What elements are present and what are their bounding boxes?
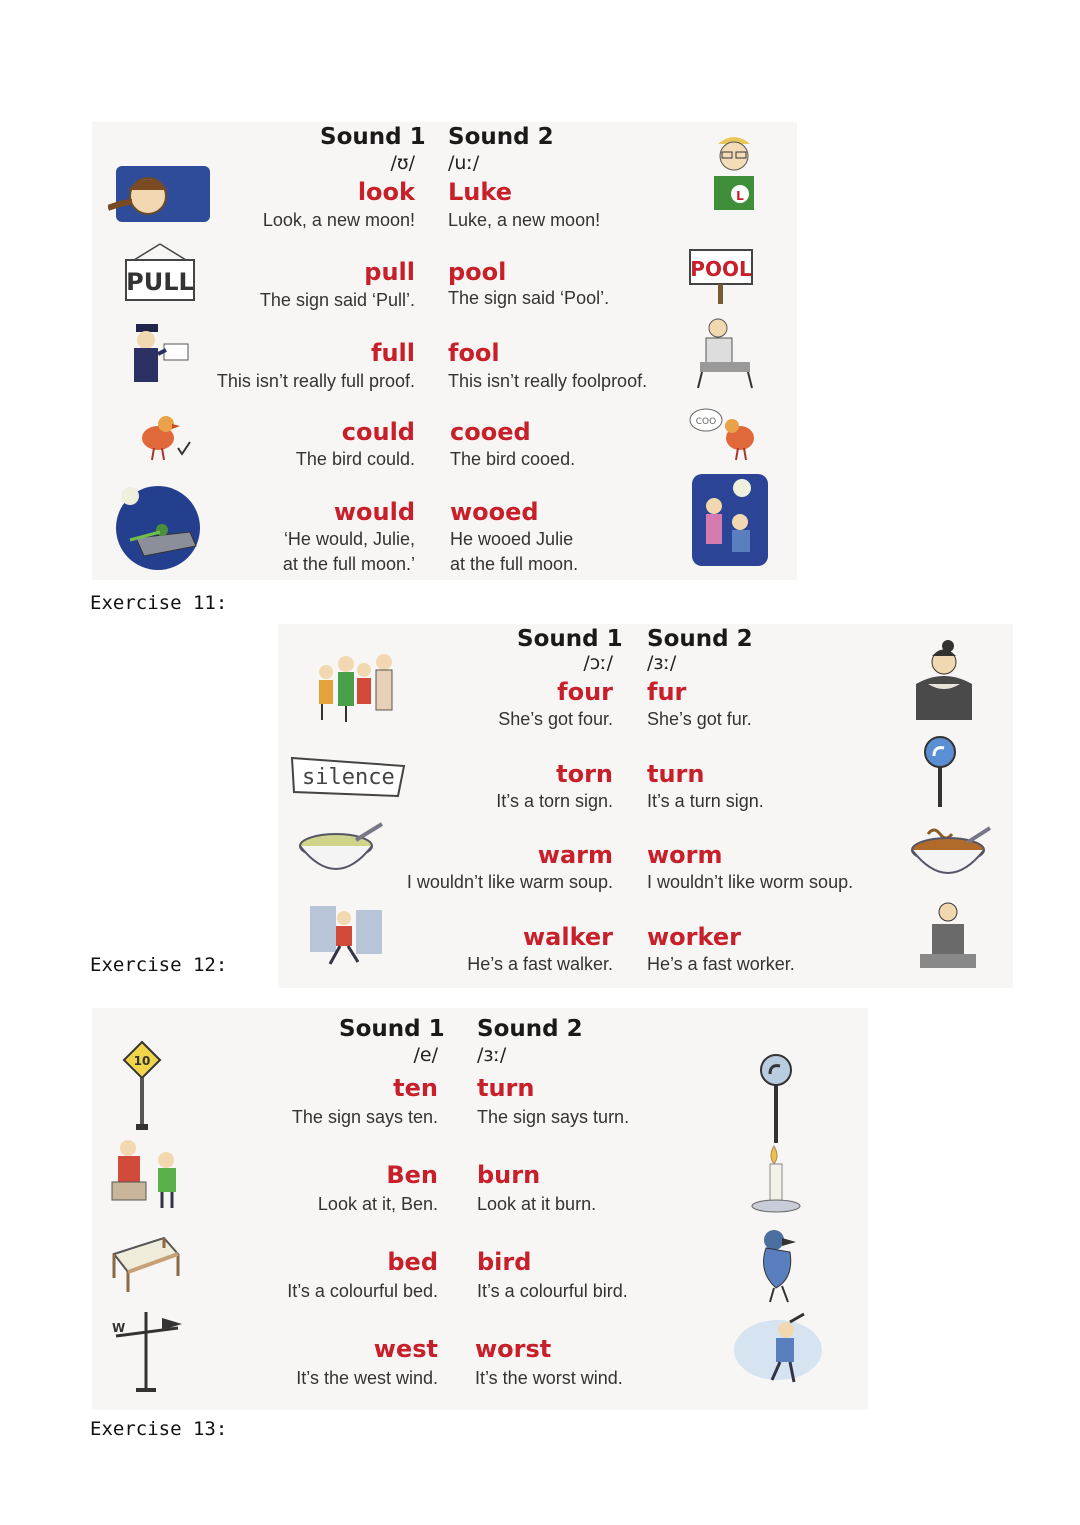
coo-bubble-text: COO xyxy=(695,417,717,427)
exercise-13-label: Exercise 13: xyxy=(90,1418,228,1440)
sentence-sound2: I wouldn’t like worm soup. xyxy=(647,872,854,892)
word-sound2: worm xyxy=(647,841,723,869)
sound1-header: Sound 1 xyxy=(339,1016,445,1042)
sentence-sound1: Look, a new moon! xyxy=(262,210,415,230)
word-sound2: fool xyxy=(448,339,500,367)
sentence-sound2: Luke, a new moon! xyxy=(448,210,601,230)
fur-lady-illustration xyxy=(908,638,978,728)
sentence-sound2-line1: He wooed Julie xyxy=(450,529,574,549)
pool-sign-text: POOL xyxy=(690,257,752,281)
word-sound1: bed xyxy=(387,1248,438,1276)
word-sound1: full xyxy=(371,339,415,367)
bird-right-illustration xyxy=(688,404,764,464)
moon-girl-illustration xyxy=(108,164,212,228)
sentence-sound2: He’s a fast worker. xyxy=(647,954,795,974)
word-sound1: Ben xyxy=(386,1161,438,1189)
silence-sign-illustration xyxy=(288,752,414,802)
sentence-sound2: The sign said ‘Pool’. xyxy=(448,288,610,308)
couple-moon-illustration xyxy=(690,472,770,568)
word-sound2: fur xyxy=(647,678,687,706)
sentence-sound2: It’s a colourful bird. xyxy=(477,1281,628,1301)
word-sound2: turn xyxy=(647,760,705,788)
sentence-sound1: The bird could. xyxy=(295,449,415,469)
sentence-sound2: This isn’t really foolproof. xyxy=(448,371,648,391)
word-sound2: turn xyxy=(477,1074,535,1102)
exercise-panel-2 xyxy=(278,624,1013,988)
sentence-sound2: Look at it burn. xyxy=(477,1194,597,1214)
sound2-ipa: /ɜː/ xyxy=(647,652,677,674)
sentence-sound1: Look at it, Ben. xyxy=(317,1194,438,1214)
sound2-header: Sound 2 xyxy=(448,124,554,150)
sentence-sound1-line1: ‘He would, Julie, xyxy=(283,529,415,549)
sentence-sound1: The sign said ‘Pull’. xyxy=(259,290,415,310)
sentence-sound1: I wouldn’t like warm soup. xyxy=(406,872,613,892)
bed-illustration xyxy=(108,1230,184,1296)
pull-sign-text: PULL xyxy=(126,268,194,296)
turn-sign-illustration xyxy=(920,734,960,810)
ben-illustration xyxy=(108,1134,184,1214)
turn-sign-illustration xyxy=(756,1052,796,1148)
sound2-ipa: /uː/ xyxy=(448,152,480,174)
policeman-illustration xyxy=(126,318,198,390)
word-sound1: could xyxy=(341,418,415,446)
worm-soup-illustration xyxy=(908,824,994,888)
word-sound1: four xyxy=(557,678,613,706)
sound1-header: Sound 1 xyxy=(517,626,623,652)
word-sound1: warm xyxy=(537,841,613,869)
word-sound1: west xyxy=(373,1335,438,1363)
sound2-header: Sound 2 xyxy=(477,1016,583,1042)
word-sound2: bird xyxy=(477,1248,532,1276)
sentence-sound2: She’s got fur. xyxy=(647,709,752,729)
word-sound2: cooed xyxy=(450,418,531,446)
ten-sign-text: 10 xyxy=(133,1054,151,1068)
family-illustration xyxy=(306,650,402,726)
exercise-11-label: Exercise 11: xyxy=(90,592,228,614)
word-sound1: torn xyxy=(556,760,613,788)
word-sound2: burn xyxy=(477,1161,541,1189)
word-sound2: worst xyxy=(475,1335,552,1363)
sentence-sound2: It’s a turn sign. xyxy=(647,791,764,811)
bird-tall-illustration xyxy=(752,1226,812,1306)
sound1-ipa: /e/ xyxy=(413,1044,438,1066)
exercise-panel-3 xyxy=(92,1008,868,1410)
worker-illustration xyxy=(912,898,982,974)
weathervane-illustration xyxy=(106,1306,188,1396)
word-sound2: pool xyxy=(448,258,507,286)
sentence-sound2: The sign says turn. xyxy=(477,1107,630,1127)
windy-man-illustration xyxy=(732,1310,826,1390)
sentence-sound1: It’s a torn sign. xyxy=(496,791,613,811)
svg-text:W: W xyxy=(112,1321,126,1335)
sentence-sound1-line2: at the full moon.’ xyxy=(282,554,415,574)
walker-illustration xyxy=(306,902,386,974)
sentence-sound2: The bird cooed. xyxy=(450,449,576,469)
word-sound2: Luke xyxy=(448,178,512,206)
svg-text:L: L xyxy=(736,189,744,203)
candle-illustration xyxy=(750,1140,806,1218)
sound2-ipa: /ɜː/ xyxy=(477,1044,507,1066)
soup-bowl-illustration xyxy=(296,820,386,884)
sentence-sound1: This isn’t really full proof. xyxy=(216,371,415,391)
word-sound2: worker xyxy=(647,923,741,951)
silence-sign-text: silence xyxy=(302,765,395,790)
sentence-sound1: It’s the west wind. xyxy=(296,1368,438,1388)
pool-sign-illustration xyxy=(686,246,756,306)
night-boat-illustration xyxy=(110,482,210,572)
sentence-sound1: The sign says ten. xyxy=(291,1107,438,1127)
pull-sign-illustration xyxy=(120,242,200,304)
word-sound1: walker xyxy=(522,923,613,951)
sentence-sound1: She’s got four. xyxy=(498,709,613,729)
sound1-ipa: /ɔː/ xyxy=(583,652,613,674)
bird-left-illustration xyxy=(132,404,196,464)
word-sound2: wooed xyxy=(450,498,539,526)
ten-sign-illustration xyxy=(120,1038,164,1134)
sentence-sound1: It’s a colourful bed. xyxy=(287,1281,438,1301)
exercise-12-label: Exercise 12: xyxy=(90,954,228,976)
fool-man-illustration xyxy=(692,312,762,392)
sentence-sound1: He’s a fast walker. xyxy=(467,954,613,974)
sound1-header: Sound 1 xyxy=(320,124,426,150)
word-sound1: look xyxy=(357,178,415,206)
sentence-sound2: It’s the worst wind. xyxy=(475,1368,623,1388)
exercise-panel-1 xyxy=(92,122,797,580)
word-sound1: would xyxy=(333,498,415,526)
luke-boy-illustration xyxy=(704,130,764,230)
sentence-sound2-line2: at the full moon. xyxy=(450,554,579,574)
word-sound1: ten xyxy=(393,1074,438,1102)
sound2-header: Sound 2 xyxy=(647,626,753,652)
sound1-ipa: /ʊ/ xyxy=(390,152,415,174)
word-sound1: pull xyxy=(364,258,415,286)
